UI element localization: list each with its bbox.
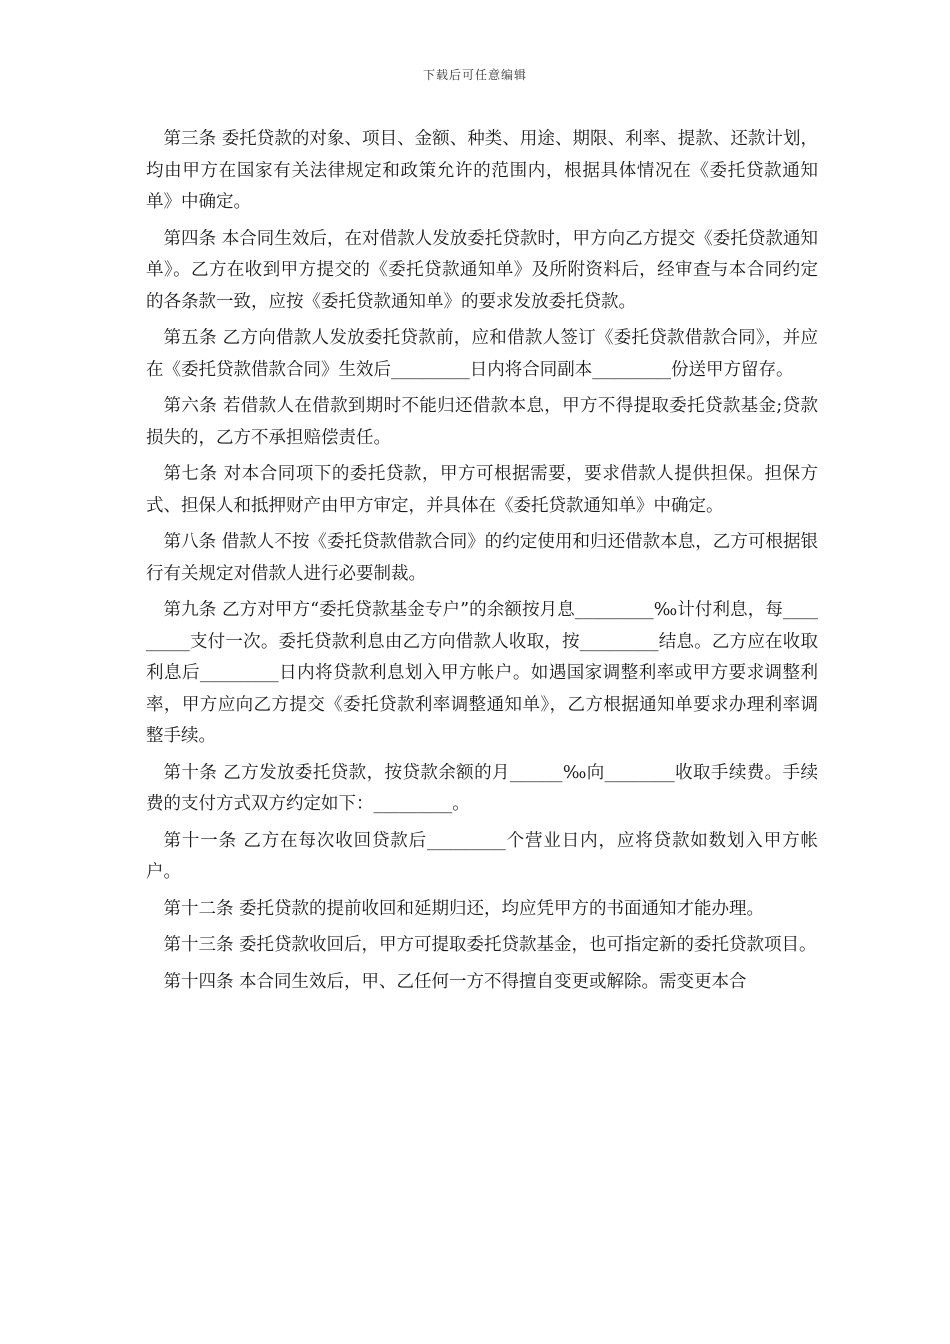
document-body [146, 124, 818, 1003]
article-11: 第十一条 乙方在每次收回贷款后_________个营业日内，应将贷款如数划入甲方帐户。 [146, 830, 818, 882]
article-5: 第五条 乙方向借款人发放委托贷款前，应和借款人签订《委托贷款借款合同》，并应在《委托贷款借款合同》生效后_________日内将合同副本_________份送甲方留存。 [146, 328, 818, 380]
article-12: 第十二条 委托贷款的提前收回和延期归还，均应凭甲方的书面通知才能办理。 [163, 898, 765, 919]
article-4: 第四条 本合同生效后，在对借款人发放委托贷款时，甲方向乙方提交《委托贷款通知单》。乙方在收到甲方提交的《委托贷款通知单》及所附资料后，经审查与本合同约定的各条款一致，应按《委托贷款通知单》的要求发放委托贷款。 [146, 228, 818, 312]
article-3: 第三条 委托贷款的对象、项目、金额、种类、用途、期限、利率、提款、还款计划，均由甲方在国家有关法律规定和政策允许的范围内，根据具体情况在《委托贷款通知单》中确定。 [146, 129, 818, 212]
article-13: 第十三条 委托贷款收回后，甲方可提取委托贷款基金，也可指定新的委托贷款项目。 [163, 935, 817, 955]
page-header: 下载后可任意编辑 [422, 68, 527, 82]
article-7: 第七条 对本合同项下的委托贷款，甲方可根据需要，要求借款人提供担保。担保方式、担保人和抵押财产由甲方审定，并具体在《委托贷款通知单》中确定。 [146, 464, 818, 516]
article-9: 第九条 乙方对甲方“委托贷款基金专户”的余额按月息_________‰计付利息，每_________支付一次。委托贷款利息由乙方向借款人收取，按_________结息。乙方应在收取利息后_________日内将贷款利息划入甲方帐户。如遇国家调整利率或甲方要求调整利率，甲方应向乙方提交《委托贷款利率调整通知单》，乙方根据通知单要求办理利率调整手续。 [146, 600, 818, 746]
article-6: 第六条 若借款人在借款到期时不能归还借款本息，甲方不得提取委托贷款基金;贷款损失的，乙方不承担赔偿责任。 [146, 396, 818, 448]
article-14: 第十四条 本合同生效后，甲、乙任何一方不得擅自变更或解除。需变更本合 [163, 971, 747, 992]
article-8: 第八条 借款人不按《委托贷款借款合同》的约定使用和归还借款本息，乙方可根据银行有关规定对借款人进行必要制裁。 [146, 532, 818, 584]
article-10: 第十条 乙方发放委托贷款，按贷款余额的月______‰向________收取手续费。手续费的支付方式双方约定如下：_________。 [146, 762, 818, 814]
